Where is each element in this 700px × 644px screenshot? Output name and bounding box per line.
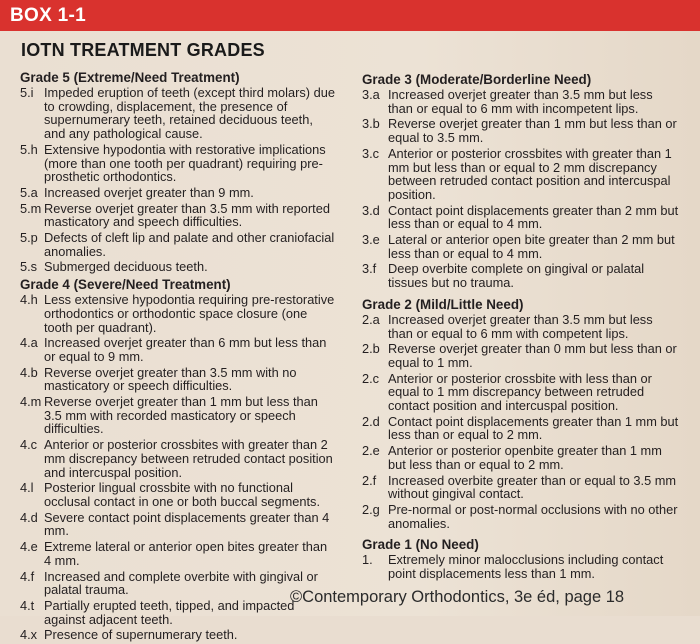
grade-heading: Grade 4 (Severe/Need Treatment) (20, 277, 231, 293)
right-column (362, 72, 680, 583)
criterion-code: 3.c (362, 145, 380, 161)
criterion-item (362, 88, 680, 115)
criterion-code: 3.a (362, 87, 380, 102)
criterion-item (362, 372, 680, 413)
criterion-text: Extremely minor malocclusions including contact point displacements less than 1 mm. (388, 552, 664, 582)
criterion-text: Increased overbite greater than or equal to 3.5 mm without gingival contact. (388, 472, 677, 502)
grade-group (20, 70, 336, 274)
criterion-code: 3.d (362, 202, 380, 218)
criterion-item (20, 540, 336, 567)
criterion-text: Increased overjet greater than 9 mm. (44, 184, 254, 200)
criterion-item (20, 202, 336, 229)
criterion-text: Increased and complete overbite with gingival or palatal trauma. (44, 568, 318, 598)
criterion-item (20, 143, 336, 184)
criterion-code: 2.b (362, 341, 380, 357)
criterion-text: Less extensive hypodontia requiring pre-restorative orthodontics or orthodontic space closure (one tooth per quadrant). (44, 292, 335, 335)
criterion-item (20, 570, 336, 597)
criterion-text: Reverse overjet greater than 0 mm but less than or equal to 1 mm. (388, 341, 677, 370)
criterion-item (362, 262, 680, 289)
criterion-item (20, 599, 336, 626)
criterion-text: Anterior or posterior crossbites with greater than 1 mm but less than or equal to 2 mm discrepancy between retruded contact position and intercuspal position. (388, 145, 672, 202)
box-label: BOX 1-1 (10, 5, 87, 26)
source-credit: ©Contemporary Orthodontics, 3e éd, page 18 (290, 588, 625, 606)
criterion-text: Pre-normal or post-normal occlusions with no other anomalies. (388, 501, 678, 531)
criterion-item (20, 231, 336, 258)
grade-group (362, 72, 680, 290)
criterion-item (362, 503, 680, 530)
criterion-text: Reverse overjet greater than 1 mm but less than 3.5 mm with recorded masticatory or speech difficulties. (44, 394, 318, 437)
grade-heading: Grade 3 (Moderate/Borderline Need) (362, 72, 592, 87)
criterion-text: Posterior lingual crossbite with no functional occlusal contact in one or both buccal segments. (44, 480, 321, 509)
criterion-code: 2.c (362, 370, 380, 386)
criterion-item (20, 86, 336, 141)
criterion-code: 2.a (362, 311, 380, 327)
grade-group (362, 537, 680, 580)
criterion-code: 5.a (20, 184, 38, 200)
criterion-text: Anterior or posterior crossbite with less than or equal to 1 mm discrepancy between retruded contact position and intercuspal position. (388, 370, 652, 414)
criterion-code: 2.e (362, 443, 380, 459)
criterion-code: 4.h (20, 292, 38, 308)
grade-heading: Grade 2 (Mild/Little Need) (362, 296, 524, 312)
criterion-item (20, 260, 336, 274)
criterion-item (20, 438, 336, 479)
criterion-item (362, 553, 680, 580)
criterion-code: 2.f (362, 472, 377, 488)
criterion-item (362, 313, 680, 340)
criterion-code: 4.l (20, 480, 34, 496)
criterion-code: 5.h (20, 141, 38, 157)
criterion-item (20, 395, 336, 436)
grade-heading: Grade 5 (Extreme/Need Treatment) (20, 70, 240, 85)
criterion-text: Submerged deciduous teeth. (44, 259, 208, 275)
criterion-item (362, 204, 680, 231)
criterion-item (362, 117, 680, 144)
criterion-text: Severe contact point displacements greater than 4 mm. (44, 509, 330, 539)
criterion-code: 2.d (362, 413, 380, 429)
criterion-text: Increased overjet greater than 3.5 mm but less than or equal to 6 mm with incompetent lips. (388, 87, 653, 116)
criterion-code: 3.b (362, 116, 380, 132)
criterion-item (362, 233, 680, 260)
criterion-code: 4.c (20, 437, 38, 453)
criterion-code: 5.m (20, 200, 42, 216)
criterion-text: Presence of supernumerary teeth. (44, 627, 238, 643)
criterion-item (20, 336, 336, 363)
criterion-code: 2.g (362, 501, 380, 517)
criterion-code: 4.x (20, 627, 38, 643)
criterion-text: Anterior or posterior openbite greater than 1 mm but less than or equal to 2 mm. (388, 443, 662, 472)
criterion-code: 4.t (20, 597, 35, 613)
criterion-item (362, 147, 680, 202)
criterion-text: Increased overjet greater than 3.5 mm but less than or equal to 6 mm with competent lips. (388, 311, 653, 341)
criterion-code: 4.f (20, 568, 35, 584)
criterion-code: 1. (362, 552, 373, 568)
criterion-item (20, 186, 336, 200)
criterion-item (20, 481, 336, 508)
criterion-code: 5.i (20, 85, 34, 100)
criterion-text: Contact point displacements greater than 2 mm but less than or equal to 4 mm. (388, 202, 679, 232)
criterion-text: Lateral or anterior open bite greater than 2 mm but less than or equal to 4 mm. (388, 232, 675, 261)
criterion-text: Extensive hypodontia with restorative implications (more than one tooth per quadrant) requiring pre-prosthetic orthodontics. (44, 141, 326, 185)
criterion-text: Extreme lateral or anterior open bites greater than 4 mm. (44, 539, 328, 568)
criterion-text: Reverse overjet greater than 3.5 mm with reported masticatory and speech difficulties. (44, 200, 330, 230)
box-header-bar (0, 0, 700, 31)
criterion-code: 5.p (20, 230, 38, 246)
criterion-text: Anterior or posterior crossbites with greater than 2 mm discrepancy between retruded contact position and intercuspal position. (44, 437, 333, 480)
criterion-item (362, 444, 680, 471)
criterion-code: 4.m (20, 394, 42, 410)
criterion-text: Deep overbite complete on gingival or palatal tissues but no trauma. (388, 261, 645, 291)
criterion-text: Reverse overjet greater than 3.5 mm with no masticatory or speech difficulties. (44, 364, 297, 394)
grade-group (362, 297, 680, 531)
criterion-item (20, 293, 336, 334)
criterion-item (362, 415, 680, 442)
criterion-item (20, 628, 336, 642)
criterion-text: Defects of cleft lip and palate and other craniofacial anomalies. (44, 230, 335, 259)
left-column (20, 70, 336, 644)
criterion-item (20, 366, 336, 393)
criterion-text: Increased overjet greater than 6 mm but less than or equal to 9 mm. (44, 335, 327, 364)
criterion-text: Reverse overjet greater than 1 mm but less than or equal to 3.5 mm. (388, 116, 677, 146)
criterion-item (20, 511, 336, 538)
criterion-code: 3.e (362, 232, 380, 248)
criterion-text: Partially erupted teeth, tipped, and impacted against adjacent teeth. (44, 597, 295, 627)
criterion-item (362, 342, 680, 369)
box-title: IOTN TREATMENT GRADES (21, 40, 265, 60)
grade-heading: Grade 1 (No Need) (362, 537, 479, 553)
grade-group (20, 277, 336, 642)
criterion-code: 4.e (20, 539, 38, 555)
criterion-code: 4.a (20, 335, 38, 351)
criterion-text: Contact point displacements greater than 1 mm but less than or equal to 2 mm. (388, 413, 679, 443)
criterion-code: 5.s (20, 259, 38, 275)
criterion-item (362, 474, 680, 501)
criterion-code: 3.f (362, 261, 377, 277)
criterion-code: 4.d (20, 509, 38, 525)
criterion-code: 4.b (20, 364, 38, 380)
criterion-text: Impeded eruption of teeth (except third molars) due to crowding, displacement, the presence of supernumerary teeth, retained deciduous teeth, and any pathological cause. (44, 85, 335, 142)
